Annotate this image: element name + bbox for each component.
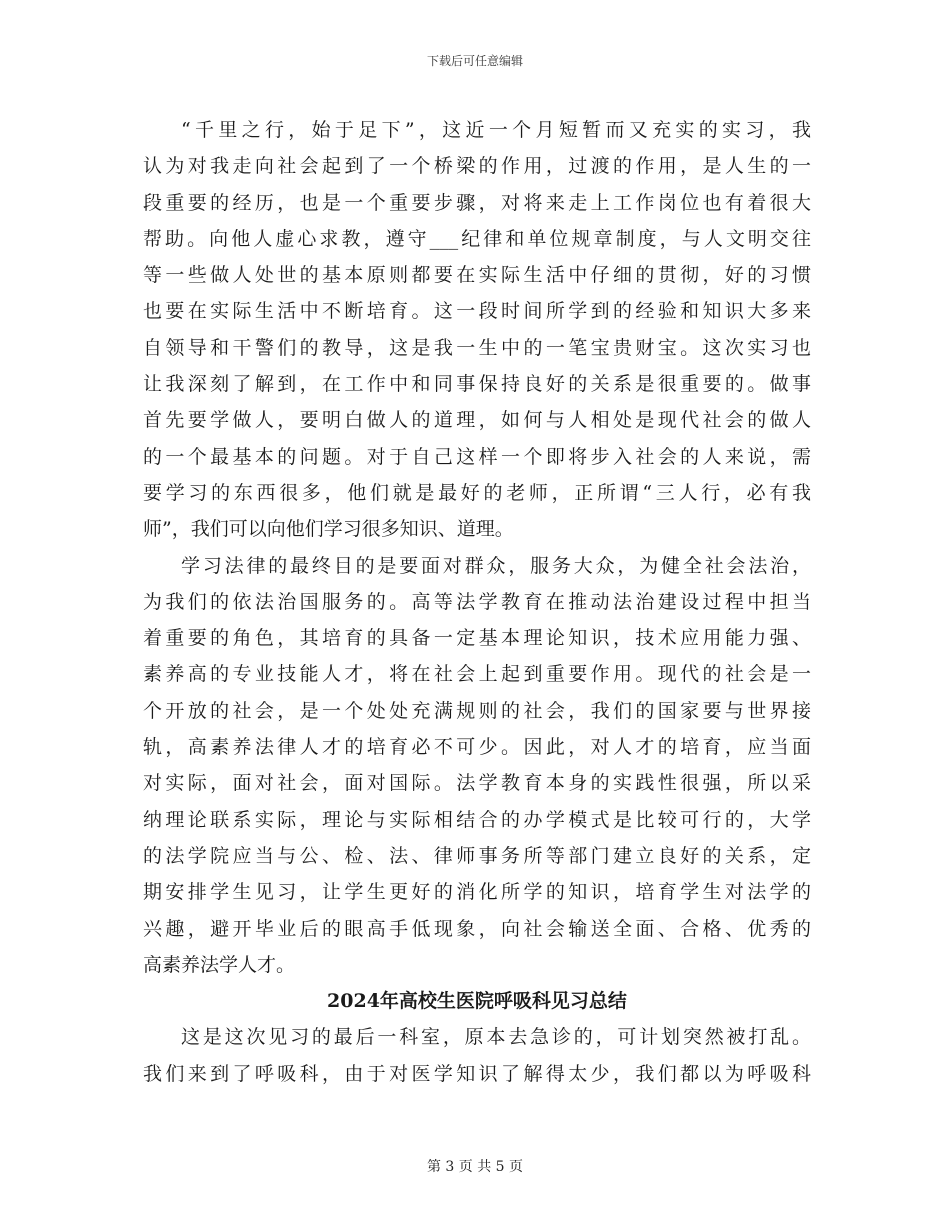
paragraph-3 bbox=[143, 1019, 811, 1092]
text-line: 期安排学生见习，让学生更好的消化所学的知识，培育学生对法学的 bbox=[143, 881, 811, 904]
text-line: 素养高的专业技能人才，将在社会上起到重要作用。现代的社会是一 bbox=[143, 663, 811, 686]
text-line: 兴趣，避开毕业后的眼高手低现象，向社会输送全面、合格、优秀的 bbox=[143, 917, 811, 940]
text-line: 帮助。向他人虚心求教，遵守___纪律和单位规章制度，与人文明交往 bbox=[143, 227, 811, 250]
text-line: 学习法律的最终目的是要面对群众，服务大众，为健全社会法治， bbox=[181, 554, 811, 577]
text-line: 我们来到了呼吸科，由于对医学知识了解得太少，我们都以为呼吸科 bbox=[143, 1062, 811, 1085]
text-line: 为我们的依法治国服务的。高等法学教育在推动法治建设过程中担当 bbox=[143, 590, 811, 613]
text-line: 纳理论联系实际，理论与实际相结合的办学模式是比较可行的，大学 bbox=[143, 808, 811, 831]
text-line: 轨，高素养法律人才的培育必不可少。因此，对人才的培育，应当面 bbox=[143, 736, 811, 759]
text-line: 也要在实际生活中不断培育。这一段时间所学到的经验和知识大多来 bbox=[143, 300, 811, 323]
text-line: 让我深刻了解到，在工作中和同事保持良好的关系是很重要的。做事 bbox=[143, 373, 811, 396]
text-line: 这是这次见习的最后一科室，原本去急诊的，可计划突然被打乱。 bbox=[181, 1026, 811, 1049]
text-line: 师”，我们可以向他们学习很多知识、道理。 bbox=[143, 518, 514, 541]
text-line: 自领导和干警们的教导，这是我一生中的一笔宝贵财宝。这次实习也 bbox=[143, 336, 811, 359]
document-body bbox=[143, 112, 811, 1092]
text-line: 首先要学做人，要明白做人的道理，如何与人相处是现代社会的做人 bbox=[143, 409, 811, 432]
text-line: 等一些做人处世的基本原则都要在实际生活中仔细的贯彻，好的习惯 bbox=[143, 264, 811, 287]
text-line: 认为对我走向社会起到了一个桥梁的作用，过渡的作用，是人生的一 bbox=[143, 155, 811, 178]
text-line: 个开放的社会，是一个处处充满规则的社会，我们的国家要与世界接 bbox=[143, 699, 811, 722]
text-line: 的一个最基本的问题。对于自己这样一个即将步入社会的人来说，需 bbox=[143, 445, 811, 468]
paragraph-1 bbox=[143, 112, 811, 548]
text-line: 高素养法学人才。 bbox=[143, 953, 296, 976]
text-line: 段重要的经历，也是一个重要步骤，对将来走上工作岗位也有着很大 bbox=[143, 191, 811, 214]
text-line: 对实际，面对社会，面对国际。法学教育本身的实践性很强，所以采 bbox=[143, 772, 811, 795]
text-line: 要学习的东西很多，他们就是最好的老师，正所谓“三人行，必有我 bbox=[143, 481, 811, 504]
paragraph-2 bbox=[143, 548, 811, 984]
text-line: 的法学院应当与公、检、法、律师事务所等部门建立良好的关系，定 bbox=[143, 844, 811, 867]
page-footer: 第 3 页 共 5 页 bbox=[426, 1159, 524, 1175]
section-heading: 2024年高校生医院呼吸科见习总结 bbox=[327, 990, 627, 1013]
text-line: “千里之行，始于足下”，这近一个月短暂而又充实的实习，我 bbox=[181, 119, 811, 141]
page-header: 下载后可任意编辑 bbox=[426, 54, 523, 68]
text-line: 着重要的角色，其培育的具备一定基本理论知识，技术应用能力强、 bbox=[143, 627, 811, 650]
